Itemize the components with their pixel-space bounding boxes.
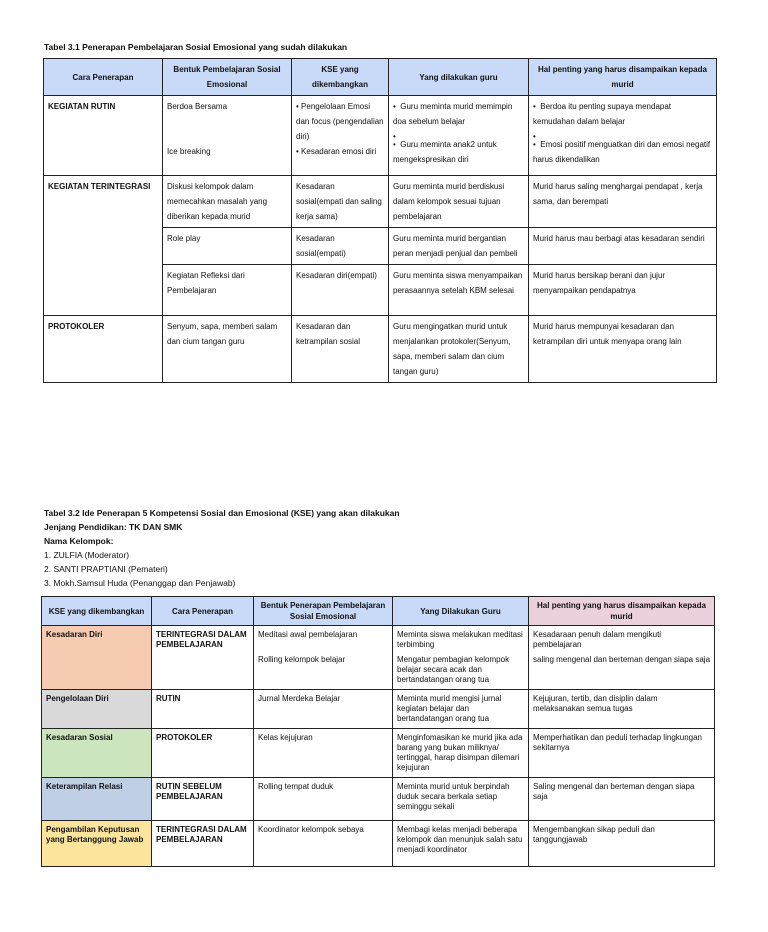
- cell-guru: Guru meminta siswa menyampaikan perasaannya setelah KBM selesai: [389, 265, 529, 316]
- header-yang-dilakukan-guru: Yang dilakukan guru: [389, 59, 529, 96]
- cell-guru: Guru meminta murid berdiskusi dalam kelompok sesuai tujuan pembelajaran: [389, 176, 529, 228]
- cell-bentuk: Kelas kejujuran: [254, 729, 393, 778]
- member-item: 1. ZULFIA (Moderator): [44, 550, 130, 560]
- list-item: • Emosi positif menguatkan diri dan emosi negatif harus dikendalikan: [533, 137, 712, 167]
- jenjang-value: TK DAN SMK: [129, 522, 183, 532]
- cell-kse: Kesadaran dan ketrampilan sosial: [292, 316, 389, 383]
- table1-caption: Tabel 3.1 Penerapan Pembelajaran Sosial Emosional yang sudah dilakukan: [44, 42, 348, 52]
- cell-cara: KEGIATAN TERINTEGRASI: [44, 176, 163, 228]
- cell-murid: Murid harus bersikap berani dan jujur menyampaikan pendapatnya: [529, 265, 717, 316]
- header-bentuk-penerapan: Bentuk Penerapan Pembelajaran Sosial Emosional: [254, 597, 393, 626]
- jenjang-line: [44, 520, 235, 534]
- header-cara-penerapan: Cara Penerapan: [152, 597, 254, 626]
- cell-bentuk: Koordinator kelompok sebaya: [254, 821, 393, 867]
- cell-bentuk: Diskusi kelompok dalam memecahkan masalah yang diberikan kepada murid: [163, 176, 292, 228]
- cell-bentuk: Rolling tempat duduk: [254, 778, 393, 821]
- cell-text: saling mengenal dan berteman dengan siapa saja: [533, 655, 711, 664]
- cell-kse: Kesadaran Sosial: [42, 729, 152, 778]
- header-hal-penting: Hal penting yang harus disampaikan kepada murid: [529, 597, 715, 626]
- cell-cara: [44, 265, 163, 316]
- header-yang-dilakukan-guru: Yang Dilakukan Guru: [393, 597, 529, 626]
- cell-murid: Memperhatikan dan peduli terhadap lingkungan sekitarnya: [529, 729, 715, 778]
- cell-kse: [292, 96, 389, 176]
- cell-murid: Mengembangkan sikap peduli dan tanggungjawab: [529, 821, 715, 867]
- cell-cara: PROTOKOLER: [152, 729, 254, 778]
- cell-text: Meditasi awal pembelajaran: [258, 630, 358, 639]
- cell-text: Rolling kelompok belajar: [258, 655, 346, 664]
- cell-kse: Keterampilan Relasi: [42, 778, 152, 821]
- cell-bentuk: Jurnal Merdeka Belajar: [254, 690, 393, 729]
- list-item: • Berdoa itu penting supaya mendapat kemudahan dalam belajar: [533, 99, 712, 129]
- cell-guru: Meminta murid untuk berpindah duduk secara berkala setiap seminggu sekali: [393, 778, 529, 821]
- cell-guru: [393, 626, 529, 690]
- table-row: [42, 729, 715, 778]
- cell-guru: [389, 96, 529, 176]
- table-3-2: [41, 596, 715, 867]
- jenjang-label: Jenjang Pendidikan:: [44, 522, 127, 532]
- table-row: [42, 821, 715, 867]
- list-item: • Guru meminta murid memimpin doa sebelum belajar: [393, 99, 524, 129]
- table-header-row: [44, 59, 717, 96]
- list-item: • Guru meminta anak2 untuk mengekspresikan diri: [393, 137, 524, 167]
- table-row: [44, 176, 717, 228]
- header-kse: KSE yang dikembangkan: [292, 59, 389, 96]
- cell-bentuk: Kegiatan Refleksi dari Pembelajaran: [163, 265, 292, 316]
- header-kse: KSE yang dikembangkan: [42, 597, 152, 626]
- header-hal-penting: Hal penting yang harus disampaikan kepada murid: [529, 59, 717, 96]
- member-item: 3. Mokh.Samsul Huda (Penanggap dan Penjawab): [44, 578, 236, 588]
- table2-caption: Tabel 3.2 Ide Penerapan 5 Kompetensi Sosial dan Emosional (KSE) yang akan dilakukan: [44, 508, 400, 518]
- kelompok-label: Nama Kelompok:: [44, 536, 114, 546]
- header-cara-penerapan: Cara Penerapan: [44, 59, 163, 96]
- table-row: [42, 626, 715, 690]
- cell-bentuk: Senyum, sapa, memberi salam dan cium tangan guru: [163, 316, 292, 383]
- cell-cara: KEGIATAN RUTIN: [44, 96, 163, 176]
- cell-text: Meminta siswa melakukan meditasi terbimbing: [397, 630, 523, 649]
- cell-cara: TERINTEGRASI DALAM PEMBELAJARAN: [152, 821, 254, 867]
- cell-kse: Kesadaran Diri: [42, 626, 152, 690]
- cell-murid: Kejujuran, tertib, dan disiplin dalam melaksanakan semua tugas: [529, 690, 715, 729]
- cell-text: Mengatur pembagian kelompok belajar secara acak dan bertandatangan orang tua: [397, 655, 510, 684]
- table-row: [44, 96, 717, 176]
- table-3-1: [43, 58, 717, 383]
- cell-murid: Murid harus mempunyai kesadaran dan ketrampilan diri untuk menyapa orang lain: [529, 316, 717, 383]
- cell-cara: TERINTEGRASI DALAM PEMBELAJARAN: [152, 626, 254, 690]
- cell-guru: Membagi kelas menjadi beberapa kelompok dan menunjuk salah satu menjadi koordinator: [393, 821, 529, 867]
- cell-bentuk: [254, 626, 393, 690]
- cell-guru: Menginfomasikan ke murid jika ada barang yang bukan miliknya/ tertinggal, harap disimpan dilemari kejujuran: [393, 729, 529, 778]
- cell-bentuk: Role play: [163, 228, 292, 265]
- cell-kse: Kesadaran sosial(empati): [292, 228, 389, 265]
- table-row: [42, 690, 715, 729]
- cell-text: Berdoa Bersama: [167, 102, 228, 111]
- table-row: [44, 228, 717, 265]
- table-row: [44, 265, 717, 316]
- cell-murid: Murid harus mau berbagi atas kesadaran sendiri: [529, 228, 717, 265]
- member-item: 2. SANTI PRAPTIANI (Pemateri): [44, 564, 168, 574]
- cell-murid: [529, 626, 715, 690]
- cell-guru: Guru mengingatkan murid untuk menjalankan protokoler(Senyum, sapa, memberi salam dan cium tangan guru): [389, 316, 529, 383]
- header-bentuk-pembelajaran: Bentuk Pembelajaran Sosial Emosional: [163, 59, 292, 96]
- cell-cara: RUTIN: [152, 690, 254, 729]
- cell-murid: Saling mengenal dan berteman dengan siapa saja: [529, 778, 715, 821]
- cell-cara: [44, 228, 163, 265]
- cell-murid: [529, 96, 717, 176]
- cell-bentuk: [163, 96, 292, 176]
- meta-block: [44, 520, 235, 590]
- table-row: [42, 778, 715, 821]
- cell-kse: Kesadaran diri(empati): [292, 265, 389, 316]
- cell-cara: RUTIN SEBELUM PEMBELAJARAN: [152, 778, 254, 821]
- cell-guru: Guru meminta murid bergantian peran menjadi penjual dan pembeli: [389, 228, 529, 265]
- cell-kse: Kesadaran sosial(empati dan saling kerja sama): [292, 176, 389, 228]
- table-header-row: [42, 597, 715, 626]
- cell-text: Ice breaking: [167, 147, 211, 156]
- cell-text: Kesadaraan penuh dalam mengikuti pembelajaran: [533, 630, 662, 649]
- list-item: • Pengelolaan Emosi dan focus (pengendalian diri): [296, 99, 384, 144]
- cell-kse: Pengelolaan Diri: [42, 690, 152, 729]
- cell-murid: Murid harus saling menghargai pendapat , kerja sama, dan berempati: [529, 176, 717, 228]
- list-item: • Kesadaran emosi diri: [296, 144, 384, 159]
- cell-kse: Pengambilan Keputusan yang Bertanggung Jawab: [42, 821, 152, 867]
- cell-cara: PROTOKOLER: [44, 316, 163, 383]
- cell-guru: Meminta murid mengisi jurnal kegiatan belajar dan bertandatangan orang tua: [393, 690, 529, 729]
- table-row: [44, 316, 717, 383]
